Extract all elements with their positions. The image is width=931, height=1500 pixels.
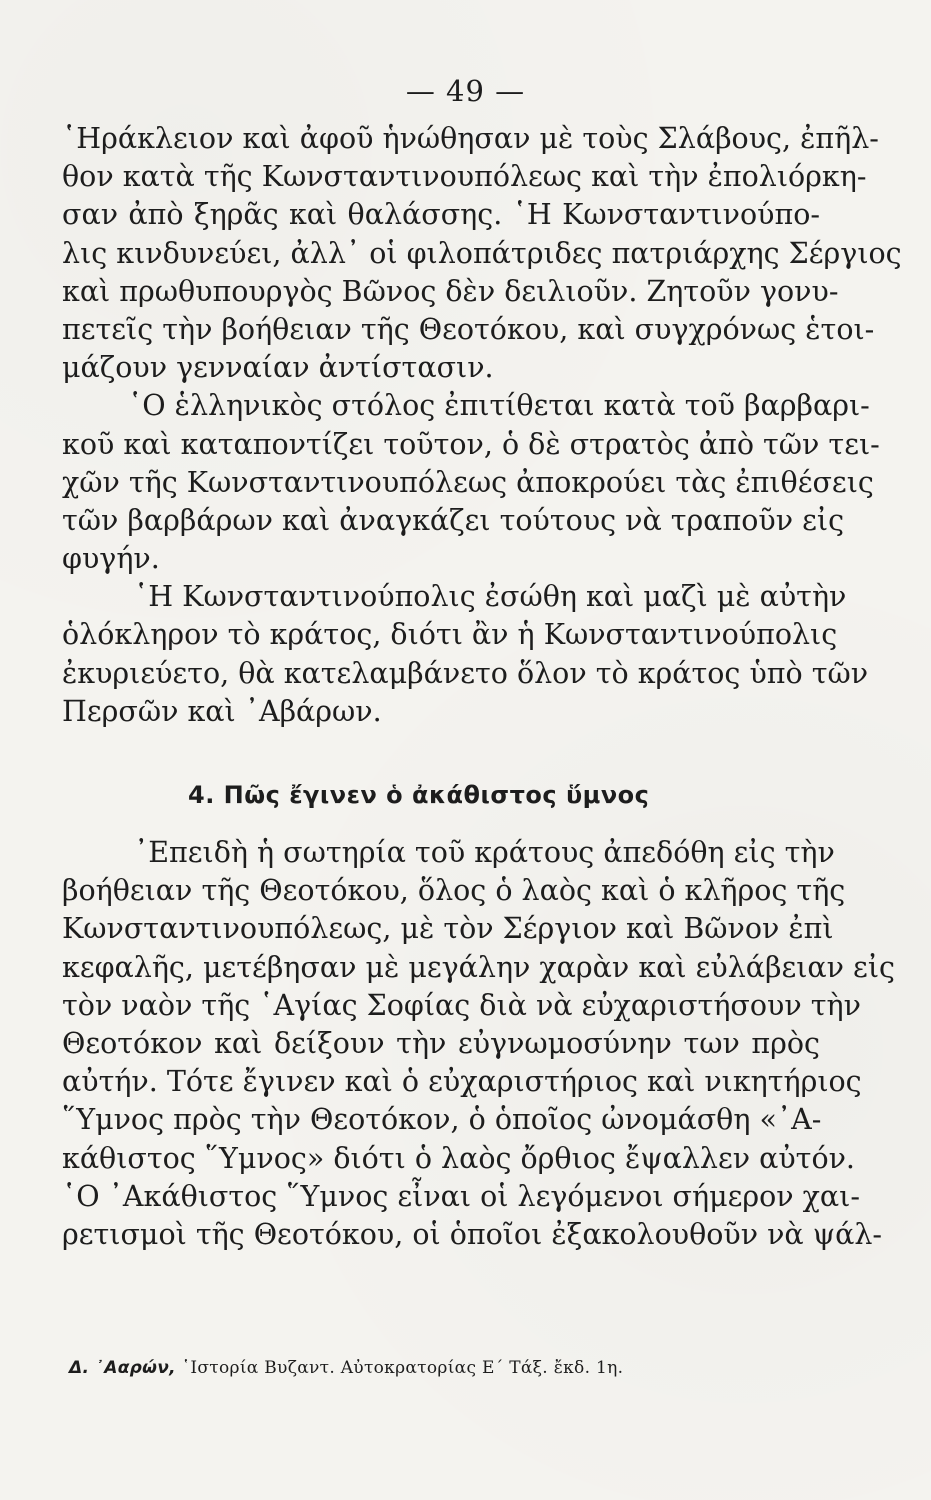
text-line: ὁλόκληρον τὸ κράτος, διότι ἂν ἡ Κωνσταντινούπολις: [62, 618, 838, 652]
text-line: ῾Ο ἑλληνικὸς στόλος ἐπιτίθεται κατὰ τοῦ βαρβαρι-: [128, 389, 870, 423]
text-line: βοήθειαν τῆς Θεοτόκου, ὅλος ὁ λαὸς καὶ ὁ κλῆρος τῆς: [62, 874, 846, 908]
text-line: ῾Ο ᾿Ακάθιστος ῞Υμνος εἶναι οἱ λεγόμενοι σήμερον χαι-: [62, 1179, 860, 1213]
paragraph: [62, 387, 880, 578]
text-line: τῶν βαρβάρων καὶ ἀναγκάζει τούτους νὰ τραποῦν εἰς: [62, 503, 845, 537]
paragraph: [62, 834, 895, 1254]
text-line: κεφαλῆς, μετέβησαν μὲ μεγάλην χαρὰν καὶ εὐλάβειαν εἰς: [62, 950, 895, 984]
text-line: ρετισμοὶ τῆς Θεοτόκου, οἱ ὁποῖοι ἐξακολουθοῦν νὰ ψάλ-: [62, 1217, 883, 1251]
text-line: Κωνσταντινουπόλεως, μὲ τὸν Σέργιον καὶ Βῶνον ἐπὶ: [62, 912, 834, 946]
paragraph: [62, 120, 902, 387]
text-line: κοῦ καὶ καταποντίζει τοῦτον, ὁ δὲ στρατὸς ἀπὸ τῶν τει-: [62, 427, 880, 461]
text-line: χῶν τῆς Κωνσταντινουπόλεως ἀποκρούει τὰς ἐπιθέσεις: [62, 465, 874, 499]
text-line: φυγήν.: [62, 542, 160, 576]
footnote: [69, 1358, 799, 1378]
text-line: Περσῶν καὶ ᾿Αβάρων.: [62, 694, 382, 728]
section-heading: 4. Πῶς ἔγινεν ὁ ἀκάθιστος ὕμνος: [188, 781, 650, 809]
text-line: ῾Η Κωνσταντινούπολις ἐσώθη καὶ μαζὶ μὲ αὐτὴν: [134, 580, 847, 614]
text-line: Θεοτόκον καὶ δείξουν τὴν εὐγνωμοσύνην των πρὸς: [62, 1026, 820, 1060]
page-number: — 49 —: [405, 74, 526, 108]
text-line: τὸν ναὸν τῆς ῾Αγίας Σοφίας διὰ νὰ εὐχαριστήσουν τὴν: [62, 988, 861, 1022]
text-line: ῾Ηράκλειον καὶ ἀφοῦ ἡνώθησαν μὲ τοὺς Σλάβους, ἐπῆλ-: [62, 122, 879, 155]
text-line: σαν ἀπὸ ξηρᾶς καὶ θαλάσσης. ῾Η Κωνσταντινούπο-: [62, 198, 820, 232]
text-line: πετεῖς τὴν βοήθειαν τῆς Θεοτόκου, καὶ συγχρόνως ἑτοι-: [62, 312, 875, 346]
footnote-text: ῾Ιστορία Βυζαντ. Αὐτοκρατορίας Ε΄ Τάξ. ἔκδ. 1η.: [175, 1358, 624, 1378]
text-line: ᾿Επειδὴ ἡ σωτηρία τοῦ κράτους ἀπεδόθη εἰς τὴν: [134, 836, 835, 869]
text-line: λις κινδυνεύει, ἀλλ᾿ οἱ φιλοπάτριδες πατριάρχης Σέργιος: [62, 236, 902, 270]
text-line: μάζουν γενναίαν ἀντίστασιν.: [62, 351, 494, 385]
text-line: θον κατὰ τῆς Κωνσταντινουπόλεως καὶ τὴν ἐπολιόρκη-: [62, 160, 867, 194]
paragraph: [62, 578, 869, 731]
text-line: αὐτήν. Τότε ἔγινεν καὶ ὁ εὐχαριστήριος καὶ νικητήριος: [62, 1065, 862, 1099]
text-line: ῞Υμνος πρὸς τὴν Θεοτόκον, ὁ ὁποῖος ὠνομάσθη «᾿Α-: [62, 1103, 822, 1137]
page-body: [62, 120, 902, 1254]
text-line: καὶ πρωθυπουργὸς Βῶνος δὲν δειλιοῦν. Ζητοῦν γονυ-: [62, 274, 839, 308]
text-line: κάθιστος ῞Υμνος» διότι ὁ λαὸς ὄρθιος ἔψαλλεν αὐτόν.: [62, 1141, 855, 1175]
text-line: ἐκυριεύετο, θὰ κατελαμβάνετο ὅλον τὸ κράτος ὑπὸ τῶν: [62, 656, 869, 690]
footnote-author: Δ. ᾿Ααρών,: [69, 1358, 176, 1378]
